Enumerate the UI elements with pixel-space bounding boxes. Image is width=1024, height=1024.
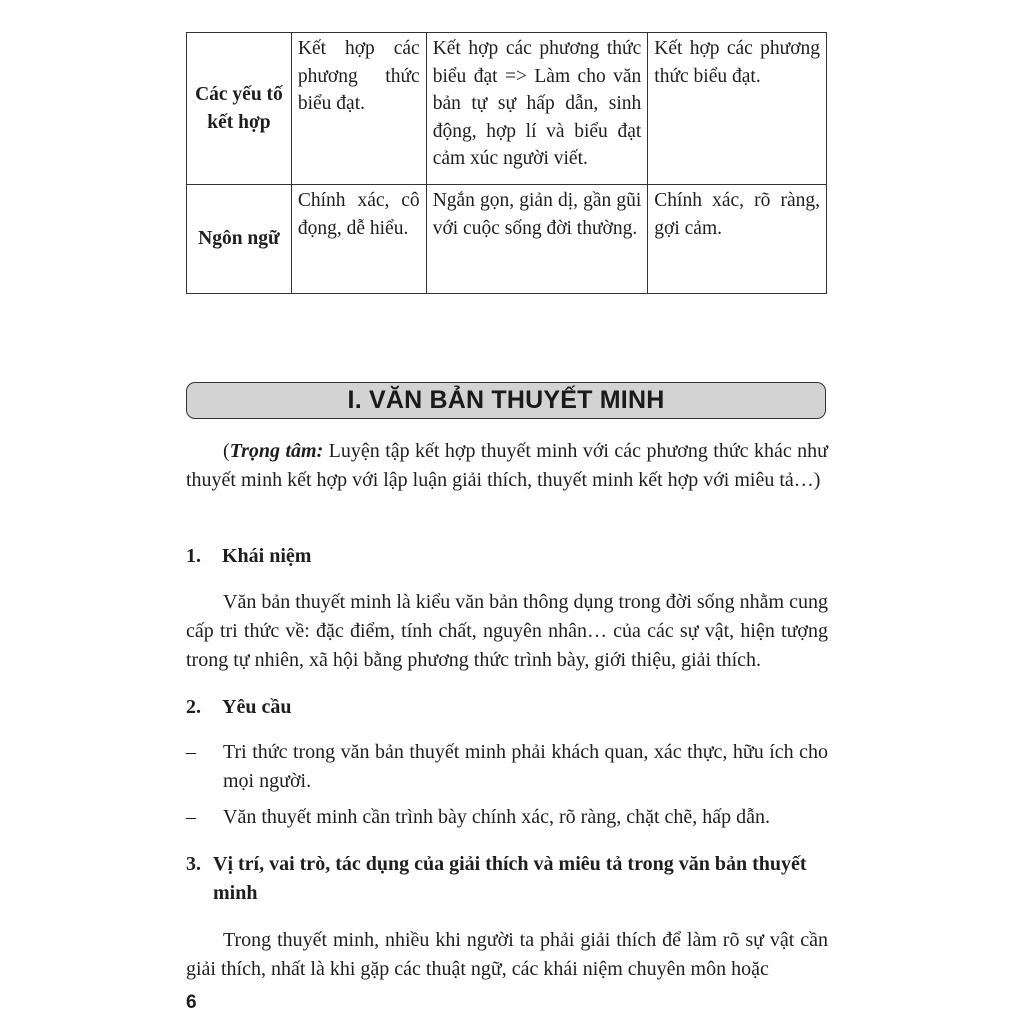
focus-label: Trọng tâm: (229, 440, 324, 462)
page-number: 6 (186, 992, 197, 1013)
table-row (187, 185, 827, 294)
heading-number: 3. (186, 853, 201, 875)
focus-paragraph (186, 437, 828, 495)
table-cell: Chính xác, rõ ràng, gợi cảm. (648, 185, 827, 294)
heading-role-of-explanation (186, 850, 828, 908)
section-title: I. VĂN BẢN THUYẾT MINH (347, 386, 665, 414)
list-item-text: Tri thức trong văn bản thuyết minh phải khách quan, xác thực, hữu ích cho mọi người. (223, 741, 828, 792)
list-item-text: Văn thuyết minh cần trình bày chính xác, rõ ràng, chặt chẽ, hấp dẫn. (223, 806, 771, 828)
list-item (186, 803, 828, 832)
table-cell: Ngắn gọn, giản dị, gần gũi với cuộc sống đời thường. (426, 185, 648, 294)
heading-title: Yêu cầu (222, 696, 292, 718)
dash-marker: – (186, 806, 196, 828)
closing-paragraph: Trong thuyết minh, nhiều khi người ta phải giải thích để làm rõ sự vật cần giải thích, nhất là khi gặp các thuật ngữ, các khái niệm chuyên môn hoặc (186, 929, 828, 980)
heading-title: Vị trí, vai trò, tác dụng của giải thích và miêu tả trong văn bản thuyết minh (213, 853, 807, 904)
focus-open-paren: ( (223, 440, 230, 462)
table-cell: Chính xác, cô đọng, dễ hiểu. (291, 185, 426, 294)
row-header-language: Ngôn ngữ (187, 185, 292, 294)
heading-number: 1. (186, 545, 201, 567)
table-row (187, 33, 827, 185)
focus-text: Luyện tập kết hợp thuyết minh với các phương thức khác như thuyết minh kết hợp với lập luận giải thích, thuyết minh kết hợp với miêu tả…) (186, 440, 828, 491)
comparison-table (186, 32, 827, 294)
row-header-combined-elements: Các yếu tố kết hợp (187, 33, 292, 185)
dash-marker: – (186, 741, 196, 763)
list-item (186, 738, 828, 796)
heading-number: 2. (186, 696, 201, 718)
table-cell: Kết hợp các phương thức biểu đạt => Làm cho văn bản tự sự hấp dẫn, sinh động, hợp lí và biểu đạt cảm xúc người viết. (426, 33, 648, 185)
definition-paragraph: Văn bản thuyết minh là kiểu văn bản thông dụng trong đời sống nhằm cung cấp tri thức về: đặc điểm, tính chất, nguyên nhân… của các sự vật, hiện tượng trong tự nhiên, xã hội bằng phương thức trình bày, giới thiệu, giải thích. (186, 591, 828, 671)
heading-definition (186, 542, 828, 571)
table-cell: Kết hợp các phương thức biểu đạt. (648, 33, 827, 185)
heading-title: Khái niệm (222, 545, 312, 567)
table-cell: Kết hợp các phương thức biểu đạt. (291, 33, 426, 185)
heading-requirements (186, 693, 828, 722)
section-banner (186, 382, 826, 419)
